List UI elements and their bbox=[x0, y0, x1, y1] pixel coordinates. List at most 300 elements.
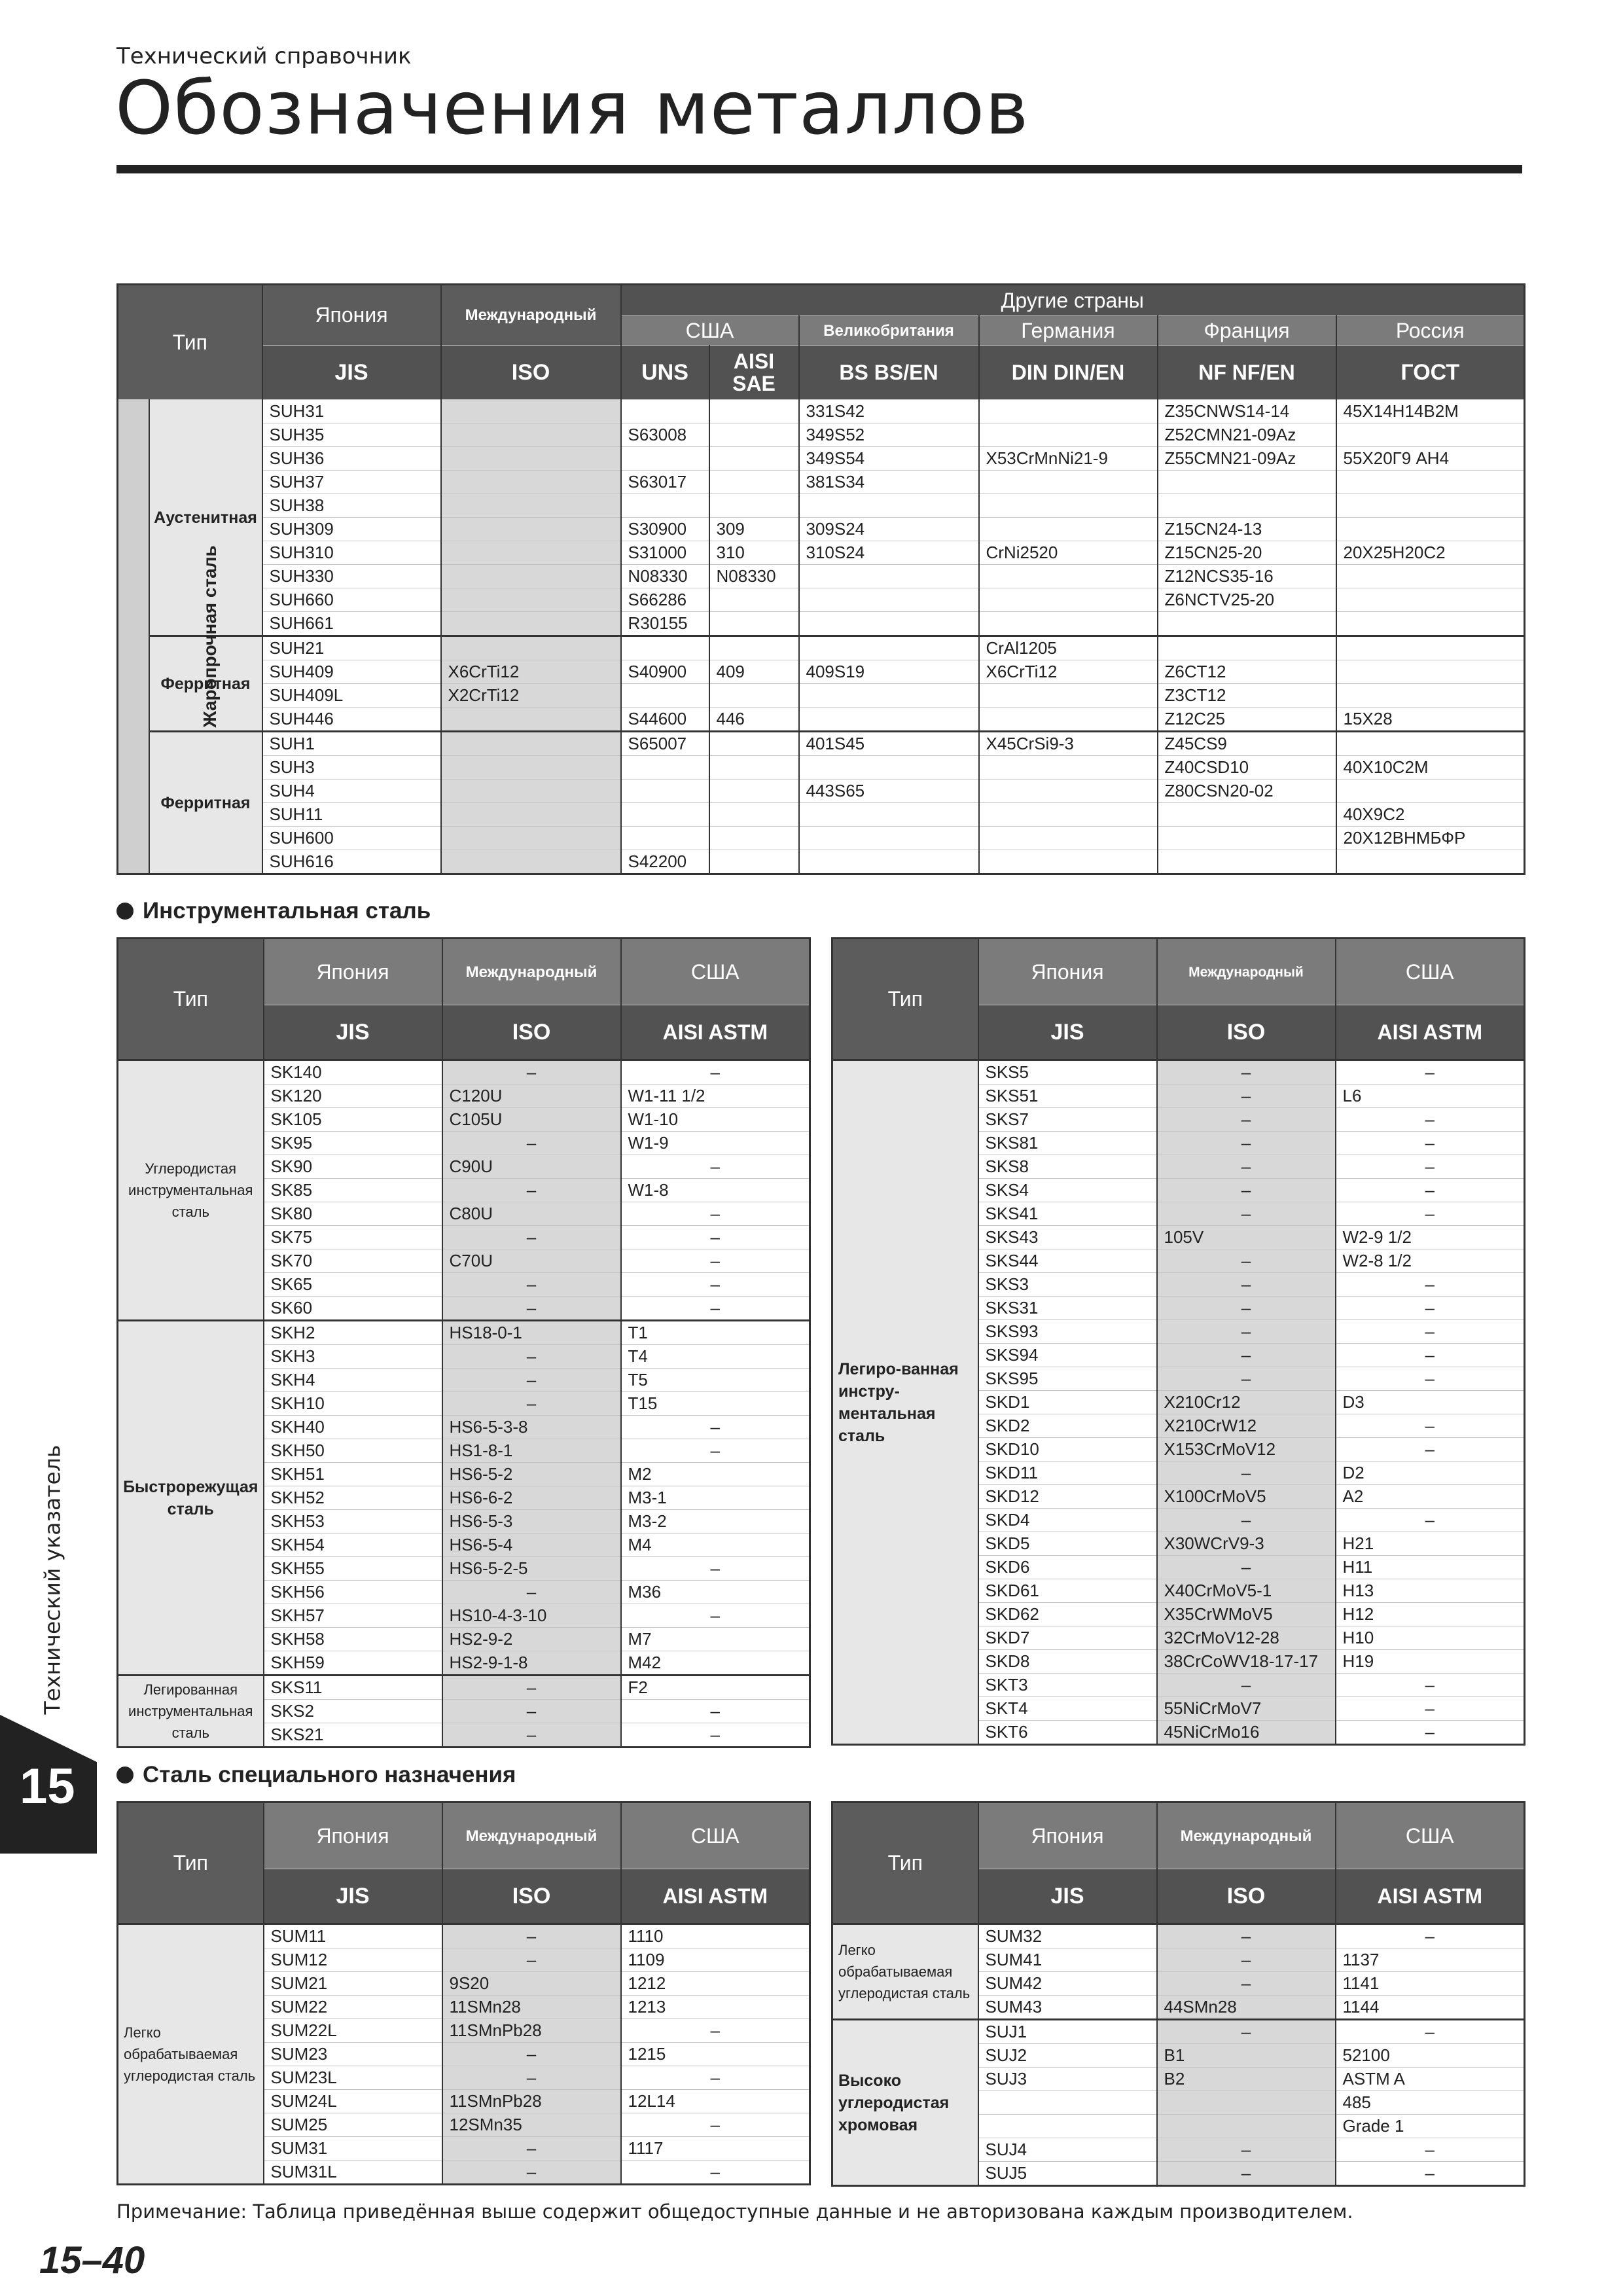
col-type: Тип bbox=[832, 939, 978, 1060]
table-cell bbox=[709, 400, 799, 423]
table-cell: SUH21 bbox=[262, 636, 441, 660]
table-cell: – bbox=[1336, 2020, 1525, 2044]
col-jis: JIS bbox=[978, 1005, 1157, 1060]
table-cell: SUH660 bbox=[262, 588, 441, 612]
table-cell: SKS2 bbox=[264, 1700, 442, 1723]
table-cell: – bbox=[1336, 1344, 1525, 1367]
table-cell: W1-9 bbox=[621, 1132, 810, 1155]
table-row bbox=[118, 1924, 810, 1948]
table-cell: SUM42 bbox=[978, 1972, 1157, 1996]
bullet-icon bbox=[116, 903, 134, 920]
table-cell: W2-9 1/2 bbox=[1336, 1226, 1525, 1249]
table-cell: 409S19 bbox=[799, 660, 979, 684]
table-cell: SUM31 bbox=[264, 2137, 442, 2161]
table-cell bbox=[1158, 471, 1336, 494]
table-cell: SK95 bbox=[264, 1132, 442, 1155]
table-cell: X35CrWMoV5 bbox=[1157, 1603, 1336, 1626]
table-cell bbox=[1336, 565, 1525, 588]
col-jis: JIS bbox=[262, 346, 441, 400]
table-row bbox=[118, 518, 1525, 541]
table-cell: Z80CSN20-02 bbox=[1158, 780, 1336, 803]
table-cell bbox=[621, 827, 709, 850]
category-label: Высоко углеродистая хромовая bbox=[832, 2020, 978, 2186]
table-row bbox=[118, 636, 1525, 660]
table-cell: – bbox=[442, 1179, 621, 1202]
col-japan: Япония bbox=[264, 1803, 442, 1869]
table-cell bbox=[441, 565, 621, 588]
table-cell: SUJ4 bbox=[978, 2138, 1157, 2162]
table-cell bbox=[1336, 612, 1525, 636]
table-cell: SKT3 bbox=[978, 1674, 1157, 1697]
table-cell bbox=[979, 423, 1158, 447]
col-international: Международный bbox=[442, 1803, 621, 1869]
table-cell: SUJ1 bbox=[978, 2020, 1157, 2044]
table-cell: SUM32 bbox=[978, 1924, 1157, 1948]
table-cell: Z40CSD10 bbox=[1158, 756, 1336, 780]
table-cell bbox=[1336, 660, 1525, 684]
table-cell: Z15CN24-13 bbox=[1158, 518, 1336, 541]
table-cell: 1109 bbox=[621, 1948, 810, 1972]
table-cell: HS10-4-3-10 bbox=[442, 1604, 621, 1628]
table-cell bbox=[799, 850, 979, 874]
table-cell: 1137 bbox=[1336, 1948, 1525, 1972]
table-cell: 409 bbox=[709, 660, 799, 684]
table-cell bbox=[709, 803, 799, 827]
table-cell: M42 bbox=[621, 1651, 810, 1676]
table-cell: 32CrMoV12-28 bbox=[1157, 1626, 1336, 1650]
col-uk: Великобритания bbox=[799, 316, 979, 346]
table-cell bbox=[441, 447, 621, 471]
table-cell: – bbox=[1336, 1697, 1525, 1721]
table-cell: SK120 bbox=[264, 1085, 442, 1108]
table-cell: X2CrTi12 bbox=[441, 684, 621, 708]
page-subtitle: Технический справочник bbox=[116, 43, 412, 69]
table-cell: SKD11 bbox=[978, 1462, 1157, 1485]
table-cell: 310S24 bbox=[799, 541, 979, 565]
table-cell bbox=[979, 400, 1158, 423]
table-cell: 38CrCoWV18-17-17 bbox=[1157, 1650, 1336, 1674]
table-cell bbox=[441, 588, 621, 612]
table-cell: – bbox=[1336, 1108, 1525, 1132]
table-cell: X210Cr12 bbox=[1157, 1391, 1336, 1414]
col-type: Тип bbox=[118, 939, 264, 1060]
table-cell: H12 bbox=[1336, 1603, 1525, 1626]
special-steel-table-left bbox=[116, 1801, 811, 2185]
table-cell bbox=[979, 612, 1158, 636]
table-row bbox=[118, 732, 1525, 756]
table-cell: M4 bbox=[621, 1534, 810, 1557]
table-cell bbox=[799, 494, 979, 518]
table-cell bbox=[621, 636, 709, 660]
table-cell bbox=[441, 780, 621, 803]
table-cell: SKD4 bbox=[978, 1509, 1157, 1532]
tool-steel-table-right bbox=[831, 937, 1525, 1746]
table-cell: – bbox=[621, 2161, 810, 2185]
table-cell: Z55CMN21-09Az bbox=[1158, 447, 1336, 471]
table-cell bbox=[709, 612, 799, 636]
table-cell: C105U bbox=[442, 1108, 621, 1132]
table-cell: X40CrMoV5-1 bbox=[1157, 1579, 1336, 1603]
table-row bbox=[118, 400, 1525, 423]
table-cell: SUM22L bbox=[264, 2019, 442, 2043]
table-cell: W1-8 bbox=[621, 1179, 810, 1202]
table-cell: SKS44 bbox=[978, 1249, 1157, 1273]
table-cell bbox=[1158, 612, 1336, 636]
table-cell: 1144 bbox=[1336, 1996, 1525, 2020]
table-cell: – bbox=[442, 1676, 621, 1700]
title-divider bbox=[116, 165, 1522, 173]
table-cell bbox=[621, 684, 709, 708]
col-other-countries: Другие страны bbox=[621, 285, 1525, 316]
table-cell: SK65 bbox=[264, 1273, 442, 1297]
table-cell: SK60 bbox=[264, 1297, 442, 1321]
table-cell: – bbox=[442, 1581, 621, 1604]
table-cell: – bbox=[1336, 1060, 1525, 1085]
col-japan: Япония bbox=[978, 1803, 1157, 1869]
category-label: Легированная инструментальная сталь bbox=[118, 1676, 264, 1748]
table-cell: B2 bbox=[1157, 2068, 1336, 2091]
table-cell: 309S24 bbox=[799, 518, 979, 541]
table-cell: SUH38 bbox=[262, 494, 441, 518]
page-title: Обозначения металлов bbox=[115, 66, 1029, 151]
table-row bbox=[118, 1060, 810, 1085]
table-cell: – bbox=[621, 2019, 810, 2043]
table-cell: – bbox=[621, 1226, 810, 1249]
table-cell: 45NiCrMo16 bbox=[1157, 1721, 1336, 1745]
table-cell bbox=[1336, 588, 1525, 612]
table-cell: M2 bbox=[621, 1463, 810, 1486]
table-cell: 349S52 bbox=[799, 423, 979, 447]
col-japan: Япония bbox=[264, 939, 442, 1005]
table-cell: W1-11 1/2 bbox=[621, 1085, 810, 1108]
table-cell: – bbox=[1336, 1132, 1525, 1155]
table-cell: SKS8 bbox=[978, 1155, 1157, 1179]
category-label: Ферритная bbox=[149, 636, 262, 732]
table-cell: – bbox=[621, 1604, 810, 1628]
table-cell: – bbox=[1157, 1972, 1336, 1996]
table-cell: – bbox=[1157, 1108, 1336, 1132]
table-cell bbox=[709, 636, 799, 660]
table-cell: 20Х12ВНМБФР bbox=[1336, 827, 1525, 850]
table-cell: SK80 bbox=[264, 1202, 442, 1226]
table-cell: SKS81 bbox=[978, 1132, 1157, 1155]
table-cell: SKH2 bbox=[264, 1321, 442, 1345]
table-cell: – bbox=[621, 1557, 810, 1581]
col-aisi-astm: AISI ASTM bbox=[621, 1869, 810, 1924]
table-cell: – bbox=[442, 1345, 621, 1369]
table-cell: T5 bbox=[621, 1369, 810, 1392]
table-cell bbox=[441, 423, 621, 447]
side-section-label-text: Технический указатель bbox=[39, 1444, 65, 1715]
table-cell bbox=[799, 684, 979, 708]
table-cell: SKS11 bbox=[264, 1676, 442, 1700]
table-cell bbox=[709, 588, 799, 612]
table-cell: – bbox=[1157, 1509, 1336, 1532]
table-cell bbox=[1336, 850, 1525, 874]
col-iso: ISO bbox=[1157, 1005, 1336, 1060]
chapter-number: 15 bbox=[20, 1759, 75, 1814]
table-row bbox=[118, 803, 1525, 827]
col-usa: США bbox=[1336, 1803, 1525, 1869]
table-cell bbox=[441, 471, 621, 494]
table-cell: – bbox=[1336, 1297, 1525, 1320]
category-label: Ферритная bbox=[149, 732, 262, 874]
table-cell bbox=[979, 565, 1158, 588]
table-row bbox=[832, 1060, 1525, 1085]
table-cell bbox=[799, 708, 979, 732]
table-cell: – bbox=[442, 1723, 621, 1748]
table-cell: – bbox=[1157, 2020, 1336, 2044]
table-cell: 20Х25Н20С2 bbox=[1336, 541, 1525, 565]
table-cell: Z3CT12 bbox=[1158, 684, 1336, 708]
table-row bbox=[832, 1924, 1525, 1948]
table-cell: HS6-5-2-5 bbox=[442, 1557, 621, 1581]
table-cell: M3-1 bbox=[621, 1486, 810, 1510]
col-international: Международный bbox=[1157, 939, 1336, 1005]
table-cell bbox=[799, 612, 979, 636]
table-cell: SKS7 bbox=[978, 1108, 1157, 1132]
table-cell: – bbox=[442, 1132, 621, 1155]
table-row bbox=[118, 423, 1525, 447]
table-cell: 443S65 bbox=[799, 780, 979, 803]
main-category-label: Жаропрочная сталь bbox=[199, 545, 220, 728]
table-cell: S40900 bbox=[621, 660, 709, 684]
category-label: Аустенитная bbox=[149, 400, 262, 636]
table-cell: – bbox=[1157, 2162, 1336, 2186]
table-cell bbox=[441, 518, 621, 541]
table-cell: 40Х10С2М bbox=[1336, 756, 1525, 780]
col-france: Франция bbox=[1158, 316, 1336, 346]
table-cell: C70U bbox=[442, 1249, 621, 1273]
table-cell: – bbox=[442, 2137, 621, 2161]
table-cell: – bbox=[621, 1723, 810, 1748]
table-cell bbox=[441, 827, 621, 850]
table-row bbox=[118, 612, 1525, 636]
col-japan: Япония bbox=[978, 939, 1157, 1005]
table-cell bbox=[979, 827, 1158, 850]
table-cell bbox=[1158, 850, 1336, 874]
table-cell: – bbox=[1336, 1367, 1525, 1391]
table-cell bbox=[441, 732, 621, 756]
table-cell bbox=[1157, 2115, 1336, 2138]
table-cell: HS2-9-2 bbox=[442, 1628, 621, 1651]
table-cell: SKS95 bbox=[978, 1367, 1157, 1391]
table-cell: – bbox=[1336, 1414, 1525, 1438]
table-cell bbox=[441, 708, 621, 732]
table-cell: – bbox=[621, 1439, 810, 1463]
table-cell: SKS51 bbox=[978, 1085, 1157, 1108]
table-cell: Z52CMN21-09Az bbox=[1158, 423, 1336, 447]
table-cell bbox=[1336, 471, 1525, 494]
table-cell: SUH409 bbox=[262, 660, 441, 684]
table-row bbox=[118, 780, 1525, 803]
table-cell: – bbox=[1336, 1155, 1525, 1179]
table-cell: SKS4 bbox=[978, 1179, 1157, 1202]
table-cell: SUJ3 bbox=[978, 2068, 1157, 2091]
table-cell bbox=[709, 423, 799, 447]
table-cell: W1-10 bbox=[621, 1108, 810, 1132]
table-cell: SKS93 bbox=[978, 1320, 1157, 1344]
table-cell bbox=[799, 565, 979, 588]
table-cell: H21 bbox=[1336, 1532, 1525, 1556]
tool-steel-heading bbox=[116, 898, 431, 924]
table-cell: – bbox=[442, 1226, 621, 1249]
table-cell: 1117 bbox=[621, 2137, 810, 2161]
table-cell: 12L14 bbox=[621, 2090, 810, 2113]
table-cell: SUH1 bbox=[262, 732, 441, 756]
special-steel-heading bbox=[116, 1762, 516, 1788]
table-cell: SUM22 bbox=[264, 1996, 442, 2019]
table-cell: SUJ2 bbox=[978, 2044, 1157, 2068]
table-cell: – bbox=[1157, 1132, 1336, 1155]
table-cell: H10 bbox=[1336, 1626, 1525, 1650]
table-cell: – bbox=[1336, 1320, 1525, 1344]
table-cell: – bbox=[442, 1948, 621, 1972]
table-cell: – bbox=[442, 2043, 621, 2066]
col-bs: BS BS/EN bbox=[799, 346, 979, 400]
table-cell: Z6NCTV25-20 bbox=[1158, 588, 1336, 612]
category-label: Легко обрабатываемая углеродистая сталь bbox=[118, 1924, 264, 2185]
page-number: 15–40 bbox=[39, 2239, 145, 2282]
table-cell: H19 bbox=[1336, 1650, 1525, 1674]
table-cell: X53CrMnNi21-9 bbox=[979, 447, 1158, 471]
table-cell: 1141 bbox=[1336, 1972, 1525, 1996]
table-cell: – bbox=[1336, 1273, 1525, 1297]
col-russia: Россия bbox=[1336, 316, 1525, 346]
tool-steel-table-left bbox=[116, 937, 811, 1748]
table-cell: SKH56 bbox=[264, 1581, 442, 1604]
table-cell: SKS5 bbox=[978, 1060, 1157, 1085]
col-international: Международный bbox=[1157, 1803, 1336, 1869]
table-cell: C80U bbox=[442, 1202, 621, 1226]
table-row bbox=[118, 850, 1525, 874]
table-cell: N08330 bbox=[621, 565, 709, 588]
table-cell: 40Х9С2 bbox=[1336, 803, 1525, 827]
table-cell bbox=[621, 447, 709, 471]
col-jis: JIS bbox=[264, 1005, 442, 1060]
table-cell: – bbox=[1157, 1249, 1336, 1273]
table-cell: 52100 bbox=[1336, 2044, 1525, 2068]
table-cell: SUH661 bbox=[262, 612, 441, 636]
col-iso: ISO bbox=[442, 1005, 621, 1060]
table-cell: HS6-5-3 bbox=[442, 1510, 621, 1534]
table-cell: 55NiCrMoV7 bbox=[1157, 1697, 1336, 1721]
table-cell bbox=[621, 780, 709, 803]
table-cell: SK70 bbox=[264, 1249, 442, 1273]
table-cell: X153CrMoV12 bbox=[1157, 1438, 1336, 1462]
table-cell: – bbox=[621, 1249, 810, 1273]
table-cell bbox=[709, 827, 799, 850]
table-cell: X6CrTi12 bbox=[979, 660, 1158, 684]
table-cell: D3 bbox=[1336, 1391, 1525, 1414]
table-cell: SKS31 bbox=[978, 1297, 1157, 1320]
table-cell: – bbox=[621, 1202, 810, 1226]
table-row bbox=[118, 684, 1525, 708]
table-cell: SKD8 bbox=[978, 1650, 1157, 1674]
table-cell: – bbox=[621, 1060, 810, 1085]
table-cell bbox=[441, 850, 621, 874]
table-cell bbox=[441, 756, 621, 780]
table-row bbox=[832, 2020, 1525, 2044]
table-cell bbox=[709, 447, 799, 471]
table-cell: HS6-5-4 bbox=[442, 1534, 621, 1557]
table-cell: – bbox=[1336, 1438, 1525, 1462]
table-cell: D2 bbox=[1336, 1462, 1525, 1485]
table-cell: Grade 1 bbox=[1336, 2115, 1525, 2138]
table-cell bbox=[709, 850, 799, 874]
tool-steel-heading-text: Инструментальная сталь bbox=[143, 898, 431, 924]
table-cell: X30WCrV9-3 bbox=[1157, 1532, 1336, 1556]
col-type: Тип bbox=[832, 1803, 978, 1924]
table-cell bbox=[441, 636, 621, 660]
table-cell: Z45CS9 bbox=[1158, 732, 1336, 756]
table-cell: – bbox=[1157, 1367, 1336, 1391]
table-cell bbox=[1336, 684, 1525, 708]
table-cell: SKH59 bbox=[264, 1651, 442, 1676]
table-cell: – bbox=[1336, 1202, 1525, 1226]
col-germany: Германия bbox=[979, 316, 1158, 346]
table-cell bbox=[621, 400, 709, 423]
side-section-label bbox=[39, 1444, 65, 1715]
table-row bbox=[118, 1321, 810, 1345]
col-type: Тип bbox=[118, 1803, 264, 1924]
table-cell bbox=[441, 612, 621, 636]
table-cell: 310 bbox=[709, 541, 799, 565]
table-cell: – bbox=[1157, 1155, 1336, 1179]
table-cell: SUM25 bbox=[264, 2113, 442, 2137]
table-cell bbox=[709, 684, 799, 708]
table-cell bbox=[799, 636, 979, 660]
table-cell: – bbox=[1157, 1948, 1336, 1972]
table-cell: SKT4 bbox=[978, 1697, 1157, 1721]
table-cell: X45CrSi9-3 bbox=[979, 732, 1158, 756]
col-aisi-astm: AISI ASTM bbox=[621, 1005, 810, 1060]
table-cell: SKD1 bbox=[978, 1391, 1157, 1414]
bullet-icon bbox=[116, 1767, 134, 1784]
table-cell: 309 bbox=[709, 518, 799, 541]
table-cell: HS18-0-1 bbox=[442, 1321, 621, 1345]
table-cell: 105V bbox=[1157, 1226, 1336, 1249]
table-cell: 349S54 bbox=[799, 447, 979, 471]
table-cell: A2 bbox=[1336, 1485, 1525, 1509]
table-cell: Z12C25 bbox=[1158, 708, 1336, 732]
table-cell: SK140 bbox=[264, 1060, 442, 1085]
table-cell bbox=[1336, 518, 1525, 541]
table-cell: M7 bbox=[621, 1628, 810, 1651]
table-cell: SKH3 bbox=[264, 1345, 442, 1369]
special-steel-table-right bbox=[831, 1801, 1525, 2187]
table-cell: – bbox=[442, 2066, 621, 2090]
table-cell: 1212 bbox=[621, 1972, 810, 1996]
category-label: Углеродистая инструментальная сталь bbox=[118, 1060, 264, 1321]
heat-resistant-steel-table bbox=[116, 283, 1525, 875]
table-cell bbox=[441, 400, 621, 423]
table-cell bbox=[799, 827, 979, 850]
table-cell: T15 bbox=[621, 1392, 810, 1416]
table-cell: SUH31 bbox=[262, 400, 441, 423]
table-row bbox=[118, 471, 1525, 494]
table-cell: 11SMnPb28 bbox=[442, 2019, 621, 2043]
table-cell: – bbox=[621, 1416, 810, 1439]
table-cell: SKH58 bbox=[264, 1628, 442, 1651]
table-cell bbox=[979, 518, 1158, 541]
col-nf: NF NF/EN bbox=[1158, 346, 1336, 400]
table-cell bbox=[979, 756, 1158, 780]
table-cell bbox=[1336, 780, 1525, 803]
table-cell: C90U bbox=[442, 1155, 621, 1179]
col-usa: США bbox=[621, 939, 810, 1005]
table-cell bbox=[979, 780, 1158, 803]
